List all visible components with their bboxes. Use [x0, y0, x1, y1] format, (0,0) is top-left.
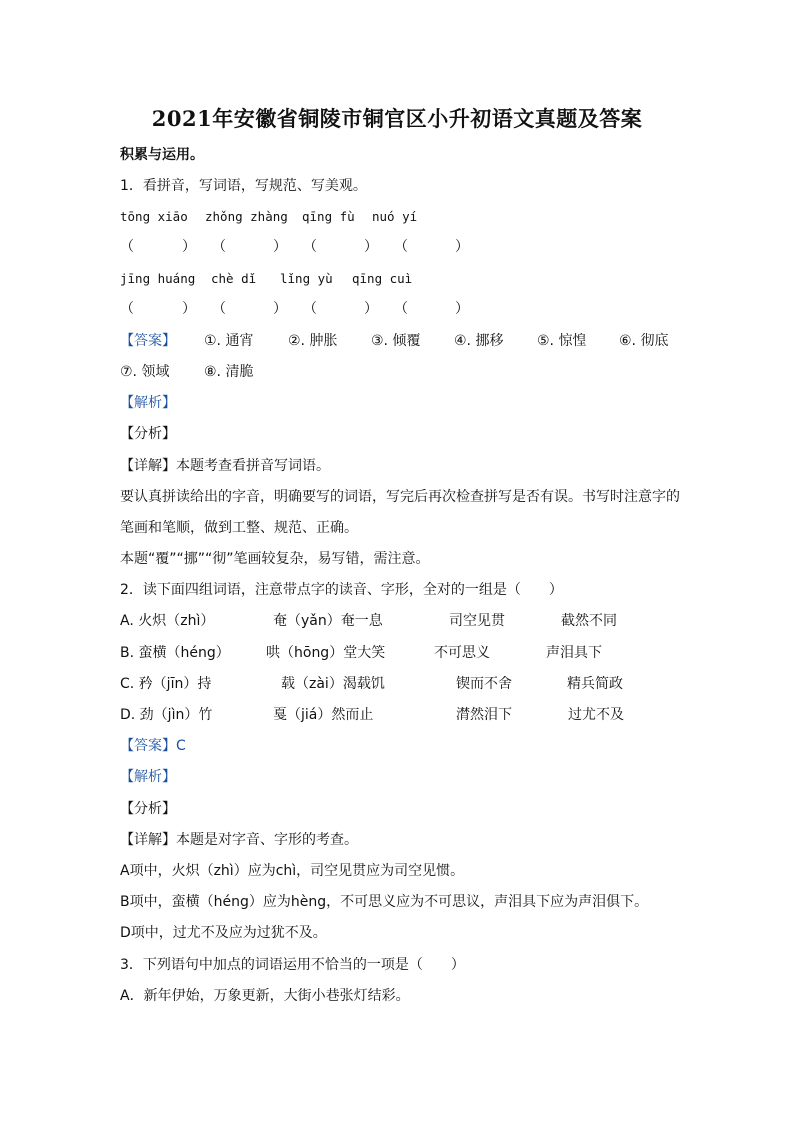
- q1-stem: 1．看拼音，写词语，写规范、写美观。: [120, 178, 367, 194]
- q2-explain-d: D项中，过尤不及应为过犹不及。: [120, 925, 327, 941]
- option-word: 载（zài）渴载饥: [281, 676, 385, 692]
- q2-answer: 【答案】C: [120, 738, 186, 754]
- blank-close: ）: [364, 239, 378, 255]
- q2-stem: 2．读下面四组词语，注意带点字的读音、字形，全对的一组是（ ）: [120, 582, 563, 598]
- answer-item: ①. 通宵: [204, 333, 254, 349]
- pinyin-item: jīng huáng: [120, 271, 196, 286]
- pinyin-item: qīng fù: [302, 209, 355, 224]
- q2-fenxi-tag: 【分析】: [120, 801, 176, 817]
- q2-explain-a: A项中，火炽（zhì）应为chì，司空见贯应为司空见惯。: [120, 863, 465, 879]
- q1-explain-3: 本题“覆”“挪”“彻”笔画较复杂，易写错，需注意。: [120, 551, 430, 567]
- q3-stem: 3．下列语句中加点的词语运用不恰当的一项是（ ）: [120, 957, 465, 973]
- blank-open: （: [120, 239, 134, 255]
- option-word: 司空见贯: [449, 613, 505, 629]
- q1-fenxi-tag: 【分析】: [120, 426, 176, 442]
- option-word: 哄（hōng）堂大笑: [266, 645, 386, 661]
- pinyin-item: tōng xiāo: [120, 209, 188, 224]
- option-word: 精兵简政: [567, 676, 623, 692]
- q2-detail: 【详解】本题是对字音、字形的考查。: [120, 832, 358, 848]
- option-word: 不可思义: [434, 645, 490, 661]
- blank-close: ）: [455, 301, 469, 317]
- option-word: D. 劲（jìn）竹: [120, 707, 213, 723]
- answer-item: ⑥. 彻底: [619, 333, 669, 349]
- blank-close: ）: [182, 301, 196, 317]
- option-word: 声泪具下: [546, 645, 602, 661]
- option-word: 过尤不及: [568, 707, 624, 723]
- answer-item: ⑧. 清脆: [204, 364, 254, 380]
- pinyin-item: qīng cuì: [352, 271, 413, 286]
- pinyin-item: chè dǐ: [211, 271, 257, 286]
- blank-open: （: [212, 301, 226, 317]
- blank-close: ）: [364, 301, 378, 317]
- answer-item: ②. 肿胀: [288, 333, 338, 349]
- blank-open: （: [212, 239, 226, 255]
- option-word: B. 蛮横（héng）: [120, 645, 230, 661]
- answer-item: ⑦. 领域: [120, 364, 170, 380]
- q2-explain-b: B项中，蛮横（héng）应为hèng，不可思义应为不可思议，声泪具下应为声泪俱下。: [120, 894, 649, 910]
- q1-detail: 【详解】本题考查看拼音写词语。: [120, 458, 330, 474]
- blank-close: ）: [455, 239, 469, 255]
- q2-analysis-tag: 【解析】: [120, 769, 176, 785]
- answer-item: ④. 挪移: [454, 333, 504, 349]
- answer-item: ③. 倾覆: [371, 333, 421, 349]
- blank-open: （: [303, 301, 317, 317]
- option-word: 奄（yǎn）奄一息: [273, 613, 383, 629]
- blank-open: （: [394, 301, 408, 317]
- q1-analysis-tag: 【解析】: [120, 395, 176, 411]
- answer-item: ⑤. 惊惶: [537, 333, 587, 349]
- q1-explain-2: 笔画和笔顺，做到工整、规范、正确。: [120, 520, 358, 536]
- option-word: 锲而不舍: [456, 676, 512, 692]
- option-word: A. 火炽（zhì）: [120, 613, 215, 629]
- option-word: 戛（jiá）然而止: [273, 707, 374, 723]
- option-word: 潸然泪下: [456, 707, 512, 723]
- section-heading: 积累与运用。: [120, 147, 204, 163]
- answer-tag: 【答案】: [120, 333, 176, 349]
- page-title: 2021年安徽省铜陵市铜官区小升初语文真题及答案: [151, 106, 643, 131]
- pinyin-item: lǐng yù: [280, 271, 333, 286]
- q1-explain-1: 要认真拼读给出的字音，明确要写的词语，写完后再次检查拼写是否有误。书写时注意字的: [120, 489, 680, 505]
- pinyin-item: nuó yí: [372, 209, 418, 224]
- blank-close: ）: [273, 239, 287, 255]
- option-word: C. 矜（jīn）持: [120, 676, 212, 692]
- blank-close: ）: [182, 239, 196, 255]
- blank-open: （: [120, 301, 134, 317]
- pinyin-item: zhǒng zhàng: [205, 209, 288, 224]
- blank-open: （: [394, 239, 408, 255]
- blank-close: ）: [273, 301, 287, 317]
- option-word: 截然不同: [561, 613, 617, 629]
- blank-open: （: [303, 239, 317, 255]
- q3-option-a: A．新年伊始，万象更新，大街小巷张灯结彩。: [120, 988, 410, 1004]
